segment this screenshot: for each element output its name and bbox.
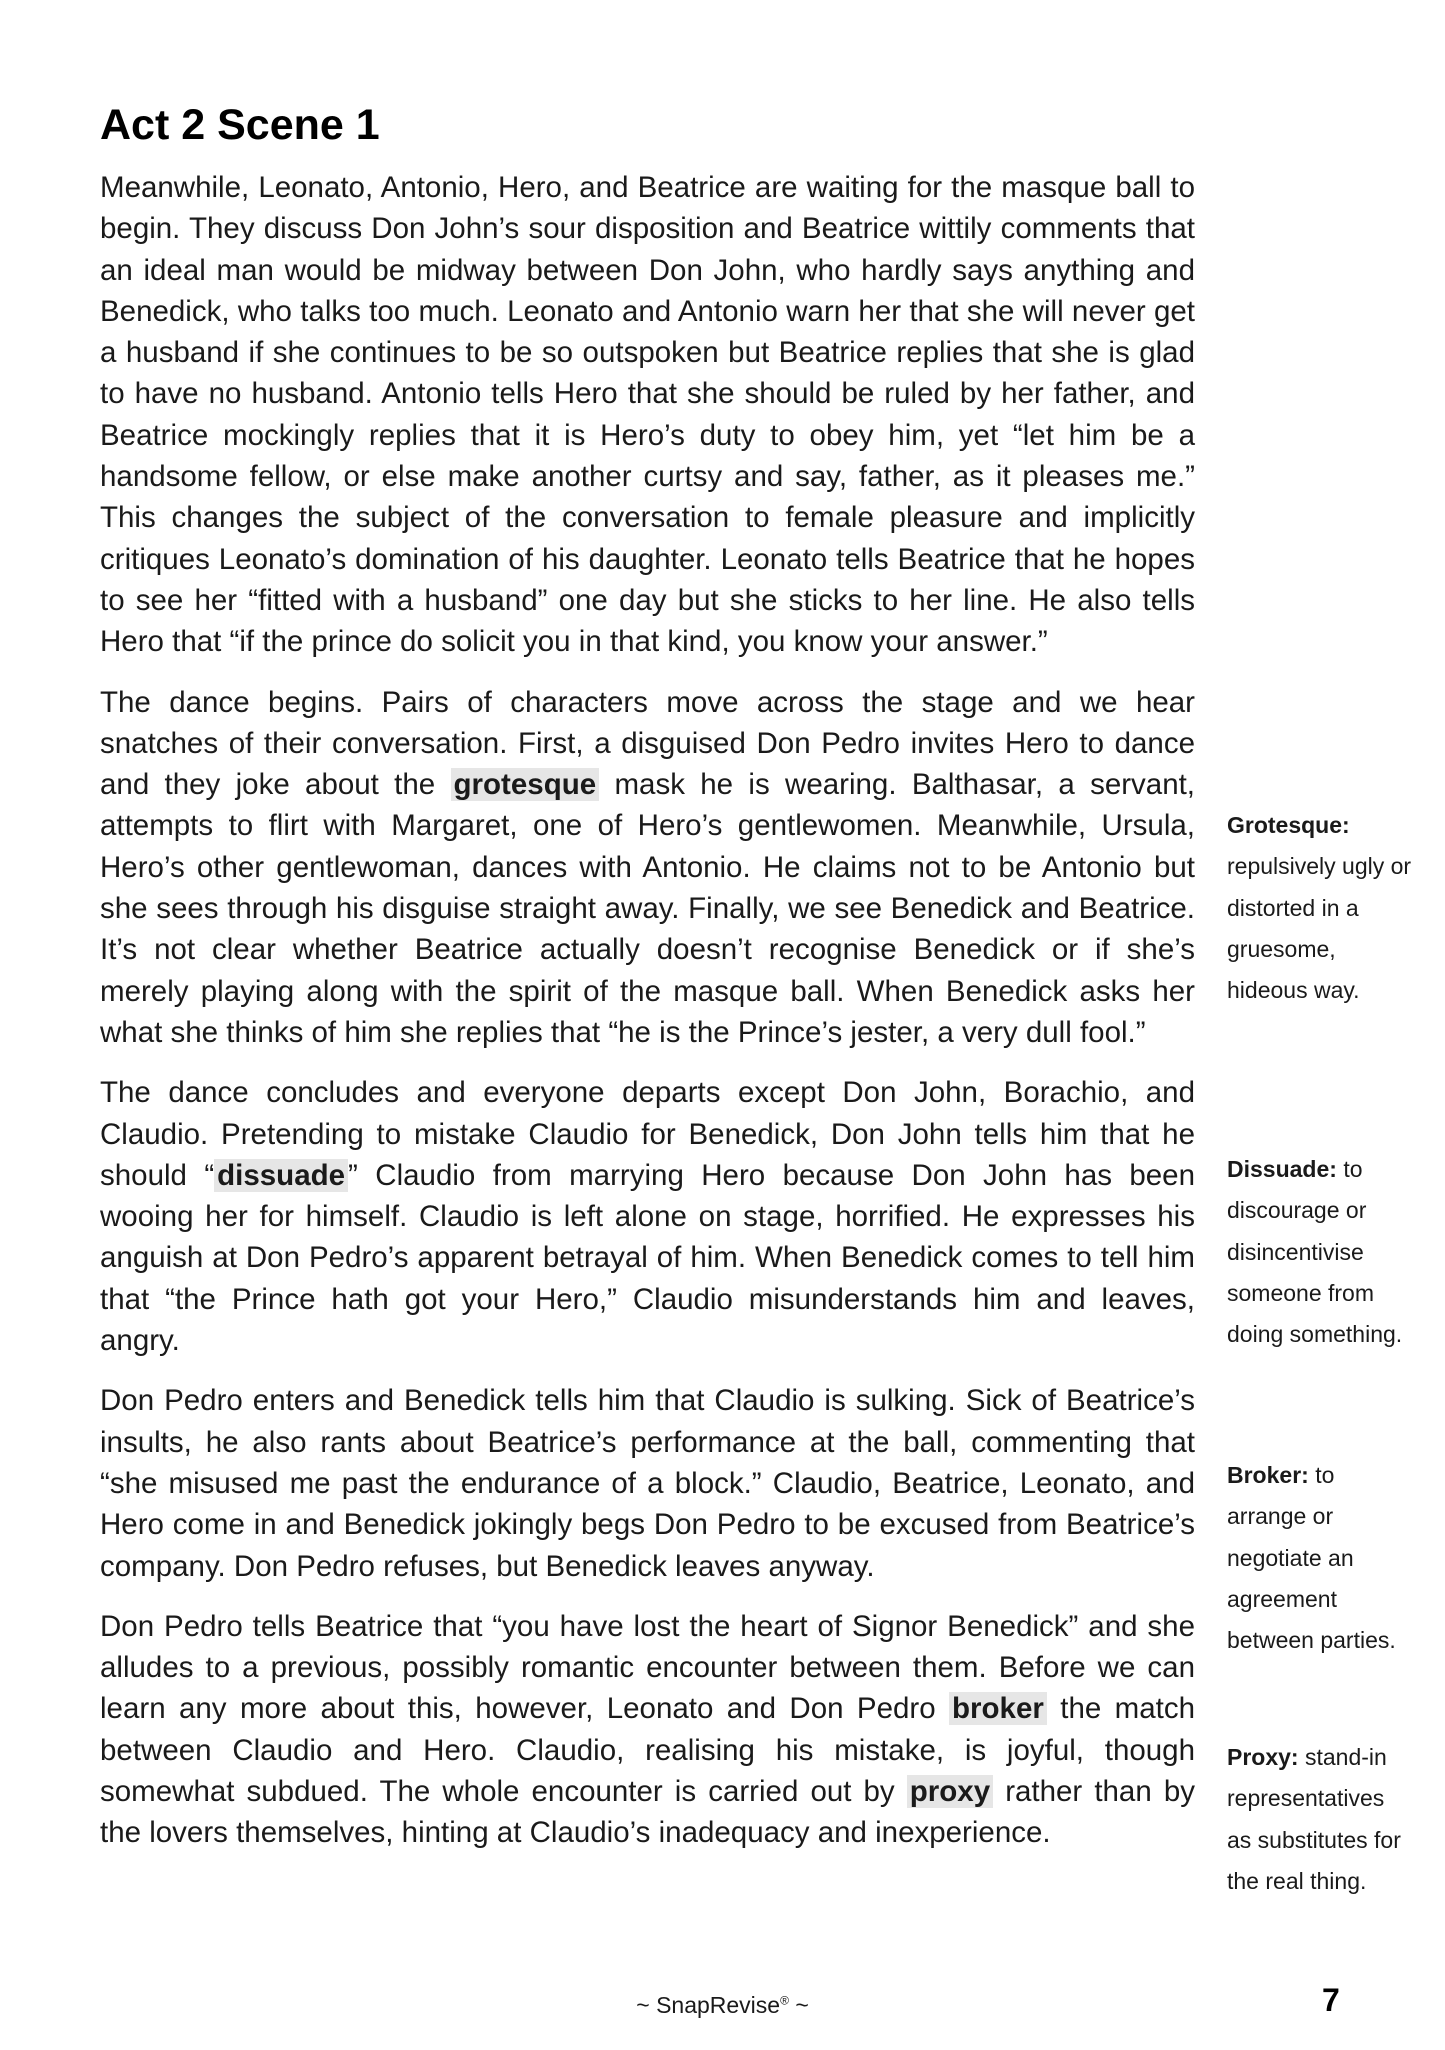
paragraph-3: [100, 1072, 1195, 1361]
highlighted-term-dissuade: dissuade: [214, 1159, 348, 1192]
tilde-right: ~: [795, 1992, 809, 2018]
main-text-column: [100, 167, 1195, 1873]
paragraph-1: [100, 167, 1195, 663]
glossary-definition: stand-in representatives as substitutes for the real thing.: [1227, 1744, 1401, 1894]
paragraph-2-text-c: mask he is wearing. Balthasar, a servant, attempts to flirt with Margaret, one of Hero’s gentlewomen. Meanwhile, Ursula, Hero’s other gentlewoman, dances with Antonio. He claims not to be Antonio but she sees through his disguise straight away. Finally, we see Benedick and Beatrice. It’s not clear whether Beatrice actually doesn’t recognise Benedick or if she’s merely playing along with the spirit of the masque ball. When Benedick asks her what she thinks of him she replies that “he is the Prince’s jester, a very dull fool.”: [100, 768, 1196, 1049]
glossary-term: Broker:: [1227, 1462, 1309, 1488]
highlighted-term-broker: broker: [949, 1692, 1047, 1725]
footer-brand: [0, 1992, 1445, 2019]
glossary-broker: [1227, 1455, 1412, 1661]
glossary-term: Grotesque:: [1227, 812, 1350, 838]
paragraph-3-text-a: The dance concludes and everyone departs except Don John, Borachio, and Claudio. Pretending to mistake Claudio for Benedick, Don John tells him that he should “: [100, 1076, 1195, 1192]
paragraph-3-text-c: ” Claudio from marrying Hero because Don John has been wooing her for himself. Claudio is left alone on stage, horrified. He expresses his anguish at Don Pedro’s apparent betrayal of him. When Benedick comes to tell him that “the Prince hath got your Hero,” Claudio misunderstands him and leaves, angry.: [100, 1158, 1195, 1358]
paragraph-5-text-a: Don Pedro tells Beatrice that “you have lost the heart of Signor Benedick” and she alludes to a previous, possibly romantic encounter between them. Before we can learn any more about this, however, Leonato and Don Pedro: [100, 1609, 1195, 1726]
paragraph-5-text-e: rather than by the lovers themselves, hinting at Claudio’s inadequacy and inexperience.: [100, 1774, 1195, 1850]
brand-name: SnapRevise: [656, 1992, 781, 2018]
glossary-definition: to arrange or negotiate an agreement between parties.: [1227, 1462, 1396, 1654]
registered-mark: ®: [780, 1993, 789, 2008]
page-number: 7: [1322, 1982, 1340, 2018]
paragraph-5: [100, 1606, 1195, 1854]
glossary-grotesque: [1227, 805, 1412, 1011]
highlighted-term-grotesque: grotesque: [451, 768, 600, 801]
paragraph-4-text: Don Pedro enters and Benedick tells him that Claudio is sulking. Sick of Beatrice’s insults, he also rants about Beatrice’s performance at the ball, commenting that “she misused me past the endurance of a block.” Claudio, Beatrice, Leonato, and Hero come in and Benedick jokingly begs Don Pedro to be excused from Beatrice’s company. Don Pedro refuses, but Benedick leaves anyway.: [100, 1384, 1195, 1583]
glossary-proxy: [1227, 1737, 1412, 1902]
paragraph-2-text-a: The dance begins. Pairs of characters move across the stage and we hear snatches of their conversation. First, a disguised Don Pedro invites Hero to dance and they joke about the: [100, 685, 1195, 802]
page-title: Act 2 Scene 1: [100, 101, 380, 149]
paragraph-5-text-c: the match between Claudio and Hero. Claudio, realising his mistake, is joyful, though somewhat subdued. The whole encounter is carried out by: [100, 1692, 1196, 1808]
glossary-definition: to discourage or disincentivise someone from doing something.: [1227, 1156, 1403, 1348]
highlighted-term-proxy: proxy: [907, 1775, 993, 1808]
paragraph-2: [100, 682, 1195, 1054]
paragraph-1-text: Meanwhile, Leonato, Antonio, Hero, and Beatrice are waiting for the masque ball to begin. They discuss Don John’s sour disposition and Beatrice wittily comments that an ideal man would be midway between Don John, who hardly says anything and Benedick, who talks too much. Leonato and Antonio warn her that she will never get a husband if she continues to be so outspoken but Beatrice replies that she is glad to have no husband. Antonio tells Hero that she should be ruled by her father, and Beatrice mockingly replies that it is Hero’s duty to obey him, yet “let him be a handsome fellow, or else make another curtsy and say, father, as it pleases me.” This changes the subject of the conversation to female pleasure and implicitly critiques Leonato’s domination of his daughter. Leonato tells Beatrice that he hopes to see her “fitted with a husband” one day but she sticks to her line. He also tells Hero that “if the prince do solicit you in that kind, you know your answer.”: [100, 171, 1195, 659]
glossary-definition: repulsively ugly or distorted in a gruesome, hideous way.: [1227, 853, 1412, 1004]
glossary-term: Dissuade:: [1227, 1156, 1337, 1182]
tilde-left: ~: [636, 1992, 650, 2018]
paragraph-4: [100, 1380, 1195, 1586]
glossary-dissuade: [1227, 1149, 1412, 1355]
glossary-term: Proxy:: [1227, 1744, 1299, 1770]
